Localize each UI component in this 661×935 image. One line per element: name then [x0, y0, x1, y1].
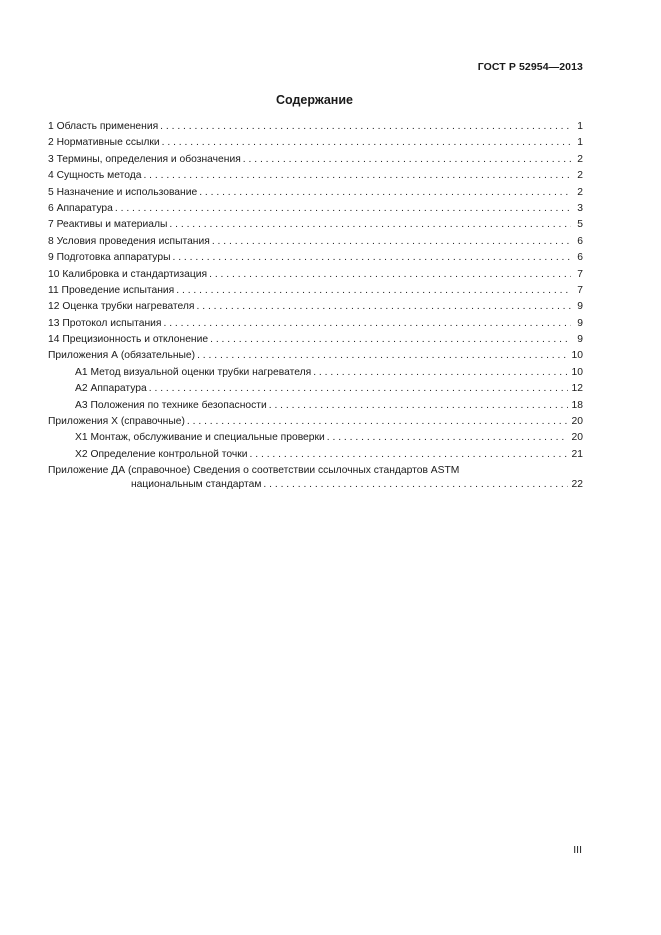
toc-entry-page: 2: [577, 153, 583, 165]
toc-entry-reagents[interactable]: [48, 217, 583, 233]
toc-entry-label: 8 Условия проведения испытания: [48, 235, 210, 247]
toc-leader-dots: [172, 250, 571, 266]
toc-entry-annex-a2[interactable]: [48, 381, 583, 397]
toc-entry-page: 12: [571, 383, 583, 395]
toc-entry-annex-a[interactable]: [48, 348, 583, 364]
toc-entry-label: 3 Термины, определения и обозначения: [48, 153, 241, 165]
toc-entry-normative-references[interactable]: [48, 135, 583, 151]
toc-entry-label: А1 Метод визуальной оценки трубки нагревателя: [75, 366, 312, 378]
toc-entry-calibration[interactable]: [48, 267, 583, 283]
toc-entry-annex-x1[interactable]: [48, 430, 583, 446]
toc-leader-dots: [187, 414, 568, 430]
toc-entry-test-procedure[interactable]: [48, 283, 583, 299]
toc-leader-dots: [199, 185, 571, 201]
toc-entry-test-report[interactable]: [48, 316, 583, 332]
toc-entry-purpose[interactable]: [48, 185, 583, 201]
toc-entry-label: 1 Область применения: [48, 121, 159, 132]
toc-entry-page: 9: [577, 334, 583, 346]
toc-leader-dots: [197, 299, 572, 315]
toc-entry-terms[interactable]: [48, 152, 583, 168]
toc-entry-page: 18: [571, 399, 583, 411]
toc-entry-label: 14 Прецизионность и отклонение: [48, 334, 209, 346]
toc-leader-dots: [169, 217, 571, 233]
toc-entry-page: 6: [577, 235, 583, 247]
toc-entry-page: 1: [577, 137, 583, 149]
toc-entry-page: 7: [577, 268, 583, 280]
toc-entry-page: 9: [577, 301, 583, 313]
toc-leader-dots: [115, 201, 571, 217]
toc-entry-page: 6: [577, 252, 583, 264]
toc-leader-dots: [250, 447, 568, 463]
toc-entry-label: 9 Подготовка аппаратуры: [48, 252, 171, 264]
toc-leader-dots: [210, 332, 571, 348]
toc-entry-label: 10 Калибровка и стандартизация: [48, 268, 208, 280]
standard-code: ГОСТ Р 52954—2013: [477, 61, 583, 73]
toc-entry-page: 9: [577, 317, 583, 329]
toc-entry-apparatus-preparation[interactable]: [48, 250, 583, 266]
toc-entry-scope[interactable]: [48, 119, 583, 135]
toc-leader-dots: [197, 348, 567, 364]
page-number: III: [573, 844, 582, 856]
toc-entry-label: Х1 Монтаж, обслуживание и специальные проверки: [75, 432, 325, 444]
toc-entry-label: 2 Нормативные ссылки: [48, 137, 160, 149]
toc-entry-label: 7 Реактивы и материалы: [48, 219, 168, 231]
toc-entry-page: 2: [577, 170, 583, 182]
toc-entry-annex-a3[interactable]: [48, 398, 583, 414]
toc-entry-label: 5 Назначение и использование: [48, 186, 198, 198]
toc-entry-label: А3 Положения по технике безопасности: [75, 399, 267, 411]
toc-leader-dots: [149, 381, 568, 397]
toc-entry-label: 4 Сущность метода: [48, 170, 142, 182]
toc-entry-page: 20: [571, 416, 583, 428]
toc-entry-page: 1: [577, 121, 583, 132]
toc-leader-dots: [243, 152, 571, 168]
toc-leader-dots: [212, 234, 571, 250]
toc-entry-annex-a1[interactable]: [48, 365, 583, 381]
toc-entry-method-essence[interactable]: [48, 168, 583, 184]
toc-entry-heater-tube-evaluation[interactable]: [48, 299, 583, 315]
toc-entry-page: 10: [571, 366, 583, 378]
toc-leader-dots: [176, 283, 571, 299]
toc-entry-label-line2: национальным стандартам: [131, 479, 262, 491]
toc-entry-label: 12 Оценка трубки нагревателя: [48, 301, 195, 313]
toc-entry-page: 3: [577, 202, 583, 214]
toc-entry-label: А2 Аппаратура: [75, 383, 147, 395]
toc-entry-label: 13 Протокол испытания: [48, 317, 162, 329]
toc-entry-page: 21: [571, 448, 583, 460]
toc-entry-annex-x2[interactable]: [48, 447, 583, 463]
toc-leader-dots: [327, 430, 568, 446]
toc-leader-dots: [313, 365, 567, 381]
table-of-contents: [48, 119, 583, 492]
toc-entry-apparatus[interactable]: [48, 201, 583, 217]
toc-entry-label: Приложения А (обязательные): [48, 350, 196, 362]
toc-leader-dots: [269, 398, 568, 414]
toc-leader-dots: [160, 119, 571, 135]
toc-entry-annex-da[interactable]: [48, 464, 583, 492]
toc-entry-label: Приложения Х (справочные): [48, 416, 185, 428]
toc-entry-test-conditions[interactable]: [48, 234, 583, 250]
toc-entry-page: 2: [577, 186, 583, 198]
toc-entry-page: 7: [577, 284, 583, 296]
toc-entry-label-line1: Приложение ДА (справочное) Сведения о соответствии ссылочных стандартов ASTM: [48, 465, 460, 477]
toc-entry-page: 10: [571, 350, 583, 362]
toc-entry-precision[interactable]: [48, 332, 583, 348]
toc-leader-dots: [143, 168, 571, 184]
toc-entry-label: 11 Проведение испытания: [48, 284, 175, 296]
toc-leader-dots: [162, 135, 571, 151]
toc-entry-label: Х2 Определение контрольной точки: [75, 448, 248, 460]
toc-leader-dots: [209, 267, 571, 283]
toc-entry-page: 5: [577, 219, 583, 231]
toc-title: Содержание: [275, 93, 353, 107]
toc-leader-dots: [263, 478, 567, 492]
toc-leader-dots: [163, 316, 571, 332]
toc-entry-label: 6 Аппаратура: [48, 202, 113, 214]
toc-entry-annex-x[interactable]: [48, 414, 583, 430]
toc-entry-page: 20: [571, 432, 583, 444]
toc-entry-page: 22: [571, 479, 583, 491]
